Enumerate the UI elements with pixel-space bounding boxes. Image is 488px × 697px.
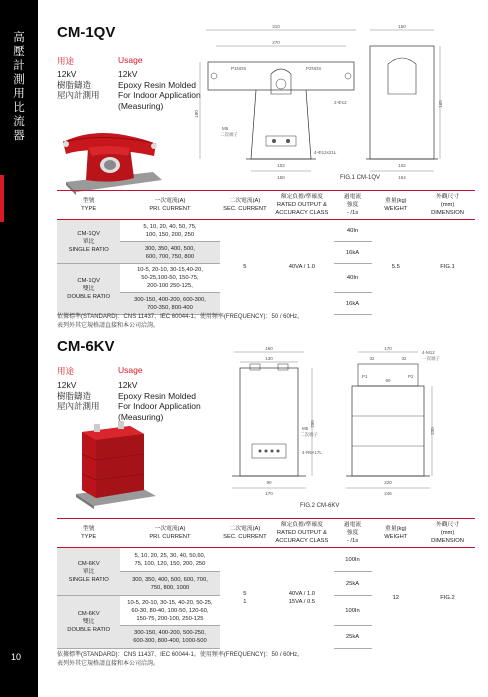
header-type: 型號 TYPE bbox=[57, 519, 120, 548]
cm1qv-dim-310: 310 bbox=[272, 24, 280, 29]
cm1qv-sec-current: 5 bbox=[243, 264, 247, 271]
header-dimension: 外觀尺寸 (mm) DIMENSION bbox=[420, 519, 475, 548]
cm6kv-dim-32b: 32 bbox=[401, 356, 407, 361]
cm6kv-label-slots: 4-R6×17L bbox=[302, 450, 322, 455]
cm6kv-front-drawing bbox=[220, 346, 330, 496]
cm6kv-usage-en: Usage bbox=[118, 365, 143, 375]
cm1qv-double-pri-2: 300-150, 400-200, 600-300, 700-350, 800-400 bbox=[120, 293, 219, 315]
cm6kv-usage-zh: 用途 bbox=[57, 366, 75, 376]
cm6kv-double-pri-1: 10-5, 20-10, 30-15, 40-20, 50-25, 60-30, 80-40, 100-50, 120-60, 150-75, 200-100, 250-125 bbox=[120, 596, 219, 626]
header-rated-output: 額定負擔/準確度 RATED OUTPUT & ACCURACY CLASS bbox=[270, 191, 333, 220]
cm6kv-single-pri-2: 300, 350, 400, 500, 600, 700, 750, 800, 1000 bbox=[120, 572, 219, 596]
header-thermal: 過電流 強度 - /1s bbox=[334, 519, 372, 548]
cm6kv-dim-170: 170 bbox=[265, 491, 273, 496]
cm1qv-label-hole: 2-Φ12 bbox=[334, 100, 347, 105]
cm6kv-dim-170r: 170 bbox=[384, 346, 392, 351]
cm1qv-label-m5-sub: 二次端子 bbox=[220, 132, 238, 137]
cm1qv-header-row bbox=[57, 191, 475, 220]
cm6kv-label-hole: 4-M12 bbox=[422, 350, 435, 355]
cm1qv-single-type: CM-1QV 單比 SINGLE RATIO bbox=[57, 220, 120, 264]
cm6kv-product-photo bbox=[72, 420, 162, 512]
cm6kv-footnote: 依據標準(STANDARD)：CNS 11437、IEC 60044-1。使用頻率(FREQUENCY)：50 / 60Hz。 表列外其它規格請直接和本公司洽詢。 bbox=[57, 652, 304, 667]
cm6kv-dim-130: 130 bbox=[265, 356, 273, 361]
cm1qv-dim-165: 165 bbox=[438, 100, 443, 108]
cm1qv-single-pri-1: 5, 10, 20, 40, 50, 75, 100, 150, 200, 250 bbox=[120, 220, 219, 242]
cm1qv-dim-102r: 102 bbox=[398, 163, 406, 168]
header-weight: 重量(kg) WEIGHT bbox=[372, 191, 421, 220]
cm1qv-weight: 5.5 bbox=[391, 264, 400, 271]
cm6kv-label-hole-sub: 一次端子 bbox=[422, 356, 440, 361]
cm6kv-double-thermal-1: 100In bbox=[334, 596, 372, 626]
cm6kv-dim-246: 246 bbox=[384, 491, 392, 496]
sidebar bbox=[0, 0, 38, 697]
cm6kv-double-type: CM-6KV 雙比 DOUBLE RATIO bbox=[57, 596, 120, 649]
cm6kv-double-thermal-2: 25kA bbox=[334, 626, 372, 649]
header-rated-output: 額定負擔/準確度 RATED OUTPUT & ACCURACY CLASS bbox=[270, 519, 333, 548]
cm6kv-dim-230: 230 bbox=[430, 427, 435, 435]
header-sec-current: 二次電流(A) SEC. CURRENT bbox=[220, 519, 271, 548]
cm6kv-spec-table bbox=[57, 518, 475, 649]
header-sec-current: 二次電流(A) SEC. CURRENT bbox=[220, 191, 271, 220]
cm1qv-dim-102: 102 bbox=[277, 163, 285, 168]
cm1qv-desc-zh: 12kV 樹脂鑄造 屋內計測用 bbox=[57, 69, 100, 100]
cm1qv-double-thermal-2: 16kA bbox=[334, 293, 372, 315]
sidebar-red-marker bbox=[0, 175, 4, 222]
cm1qv-label-p2: P2NOS bbox=[306, 66, 322, 71]
header-pri-current: 一次電流(A) PRI. CURRENT bbox=[120, 191, 219, 220]
cm1qv-dim-150b: 150 bbox=[277, 175, 285, 180]
cm6kv-figure-caption: FIG.2 CM-6KV bbox=[300, 503, 340, 509]
cm1qv-dim-150-top: 150 bbox=[398, 24, 406, 29]
cm6kv-weight: 12 bbox=[392, 595, 400, 602]
cm6kv-single-pri-1: 5, 10, 20, 25, 30, 40, 50,60, 75, 100, 120, 150, 200, 250 bbox=[120, 548, 219, 572]
cm6kv-dim-32a: 32 bbox=[369, 356, 375, 361]
page-number: 10 bbox=[11, 652, 22, 662]
cm6kv-dim-90: 90 bbox=[266, 480, 272, 485]
cm6kv-desc-en: 12kV Epoxy Resin Molded For Indoor Application (Measuring) bbox=[118, 380, 201, 422]
table-row bbox=[57, 548, 475, 572]
cm1qv-side-drawing bbox=[362, 24, 444, 184]
cm1qv-label-p1: P1NOS bbox=[231, 66, 247, 71]
cm6kv-label-m5: M5 bbox=[302, 426, 309, 431]
header-weight: 重量(kg) WEIGHT bbox=[372, 519, 421, 548]
cm6kv-label-p1: P1 bbox=[362, 374, 368, 379]
cm1qv-product-photo bbox=[58, 120, 168, 200]
cm1qv-dim-270: 270 bbox=[272, 40, 280, 45]
header-thermal: 過電流 強度 - /1s bbox=[334, 191, 372, 220]
cm1qv-label-m5: M5 bbox=[222, 126, 229, 131]
cm1qv-title: CM-1QV bbox=[57, 24, 116, 41]
cm1qv-double-type: CM-1QV 雙比 DOUBLE RATIO bbox=[57, 264, 120, 315]
cm1qv-desc-en: 12kV Epoxy Resin Molded For Indoor Application (Measuring) bbox=[118, 69, 201, 111]
cm6kv-dim-90r: 90 bbox=[385, 378, 391, 383]
cm1qv-label-slots: 4-Φ12x21L bbox=[314, 150, 337, 155]
cm6kv-header-row bbox=[57, 519, 475, 548]
cm6kv-dim-160: 160 bbox=[265, 346, 273, 351]
cm6kv-title: CM-6KV bbox=[57, 338, 115, 355]
header-dimension: 外觀尺寸 (mm) DIMENSION bbox=[420, 191, 475, 220]
cm1qv-double-thermal-1: 40In bbox=[334, 264, 372, 293]
cm1qv-single-thermal-2: 16kA bbox=[334, 242, 372, 264]
cm6kv-desc-zh: 12kV 樹脂鑄造 屋內計測用 bbox=[57, 380, 100, 411]
cm6kv-label-m5-sub: 二次端子 bbox=[300, 432, 318, 437]
sidebar-category-label: 高 壓 計 測 用 比 流 器 bbox=[13, 30, 25, 142]
cm1qv-footnote: 依據標準(STANDARD)：CNS 11437、IEC 60044-1。使用頻率(FREQUENCY)：50 / 60Hz。 表列外其它規格請直接和本公司洽詢。 bbox=[57, 314, 304, 329]
cm6kv-side-drawing bbox=[338, 346, 448, 496]
cm6kv-dim-220: 220 bbox=[384, 480, 392, 485]
cm1qv-usage-zh: 用途 bbox=[57, 56, 75, 66]
cm6kv-single-type: CM-6KV 單比 SINGLE RATIO bbox=[57, 548, 120, 596]
cm1qv-burden: 40VA / 1.0 bbox=[288, 264, 316, 271]
cm1qv-double-pri-1: 10-5, 20-10, 30-15,40-20, 50-25,100-50, 150-75, 200-100 250-125, bbox=[120, 264, 219, 293]
header-type: 型號 TYPE bbox=[57, 191, 120, 220]
cm6kv-burden: 40VA / 1.0 15VA / 0.5 bbox=[288, 591, 316, 606]
cm6kv-single-thermal-2: 25kA bbox=[334, 572, 372, 596]
cm1qv-front-drawing bbox=[196, 24, 368, 184]
cm1qv-dim-154: 154 bbox=[398, 175, 406, 180]
cm1qv-dim-180: 180 bbox=[194, 110, 199, 118]
cm6kv-dimension: FIG.2 bbox=[440, 595, 455, 602]
cm6kv-label-p2: P2 bbox=[408, 374, 414, 379]
header-pri-current: 一次電流(A) PRI. CURRENT bbox=[120, 519, 219, 548]
cm6kv-double-pri-2: 300-150, 400-200, 500-250, 600-300, 800-400, 1000-500 bbox=[120, 626, 219, 649]
cm1qv-spec-table bbox=[57, 190, 475, 315]
table-row bbox=[57, 220, 475, 242]
cm6kv-dim-290: 290 bbox=[310, 420, 315, 428]
cm1qv-dimension: FIG.1 bbox=[440, 264, 455, 271]
cm1qv-single-pri-2: 300, 350, 400, 500, 600, 700, 750, 800 bbox=[120, 242, 219, 264]
cm1qv-usage-en: Usage bbox=[118, 55, 143, 65]
cm6kv-single-thermal-1: 100In bbox=[334, 548, 372, 572]
cm1qv-figure-caption: FIG.1 CM-1QV bbox=[340, 175, 381, 181]
cm1qv-single-thermal-1: 40In bbox=[334, 220, 372, 242]
cm6kv-sec-current: 5 1 bbox=[243, 591, 247, 606]
